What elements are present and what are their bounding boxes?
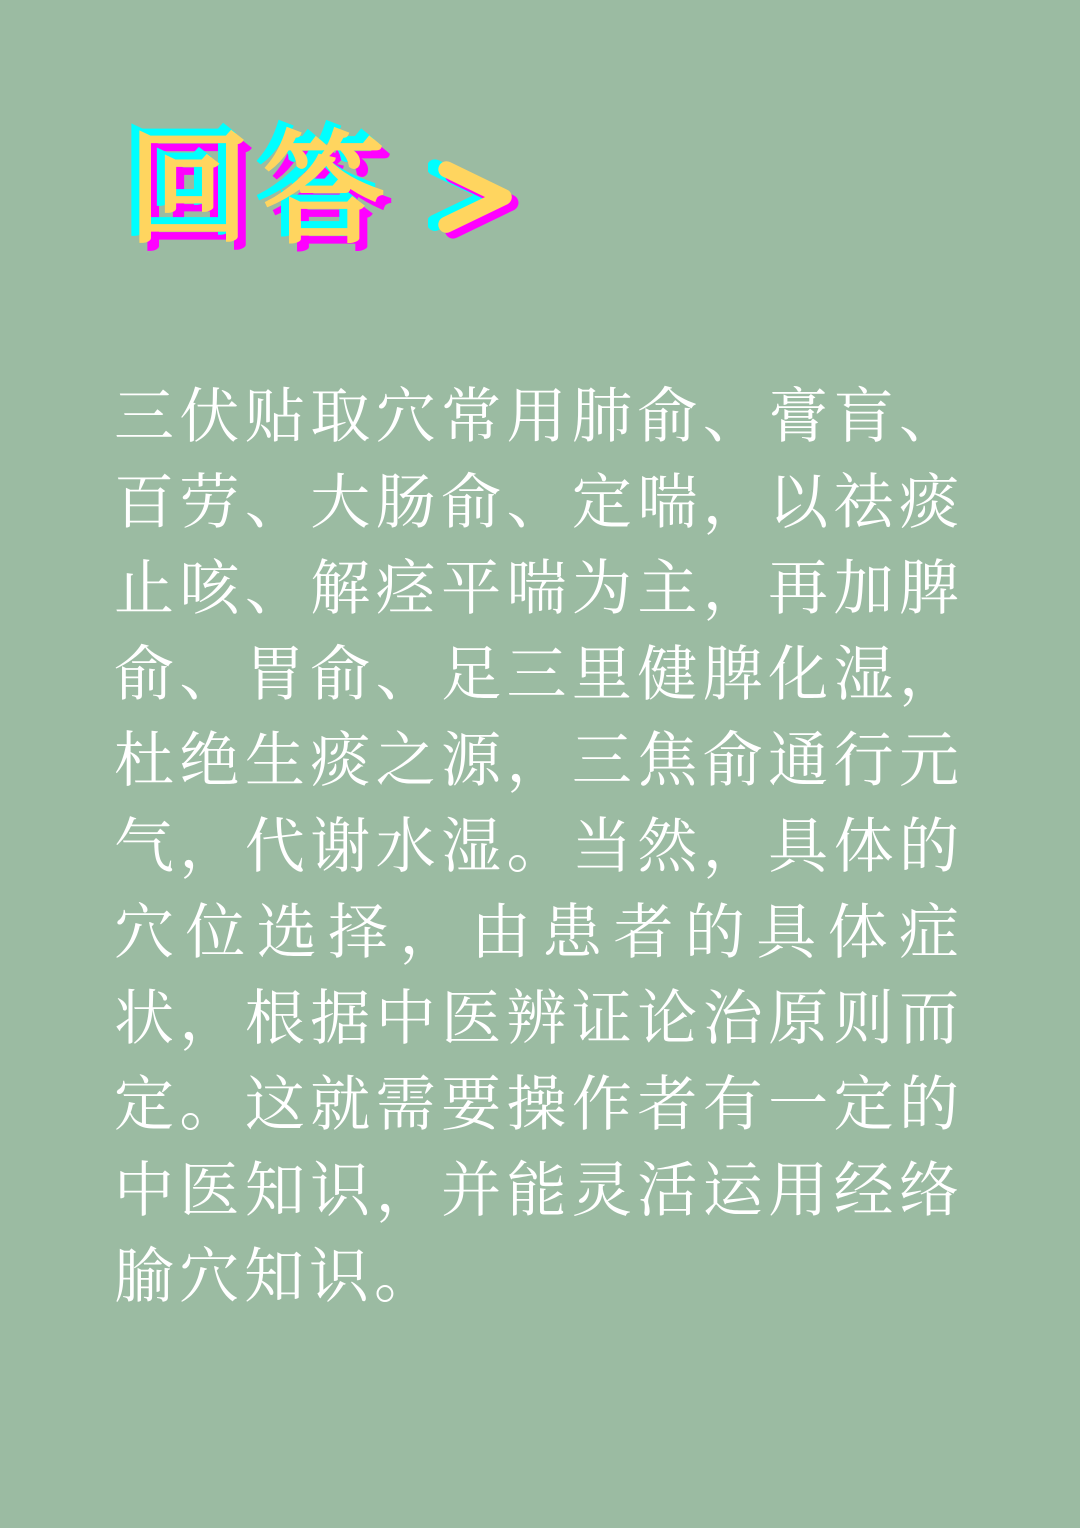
text-line: 腧穴知识。: [114, 1243, 439, 1310]
text-line: 中医知识，并能灵活运用经络: [114, 1157, 964, 1224]
text-line: 气，代谢水湿。当然，具体的: [114, 813, 964, 880]
text-line: 定。这就需要操作者有一定的: [114, 1071, 964, 1138]
text-line: 俞、胃俞、足三里健脾化湿，: [114, 641, 964, 708]
text-line: 百劳、大肠俞、定喘，以祛痰: [114, 469, 964, 536]
text-line: 状，根据中医辨证论治原则而: [114, 985, 964, 1052]
text-line: 穴位选择，由患者的具体症: [114, 899, 964, 966]
text-line: 止咳、解痉平喘为主，再加脾: [114, 555, 964, 622]
text-line: 杜绝生痰之源，三焦俞通行元: [114, 727, 964, 794]
answer-text: [114, 374, 964, 1320]
header: [128, 122, 524, 258]
text-line: 三伏贴取穴常用肺俞、膏肓、: [114, 383, 964, 450]
chevron-right-icon: [428, 156, 524, 240]
page-title: 回答: [128, 122, 398, 258]
